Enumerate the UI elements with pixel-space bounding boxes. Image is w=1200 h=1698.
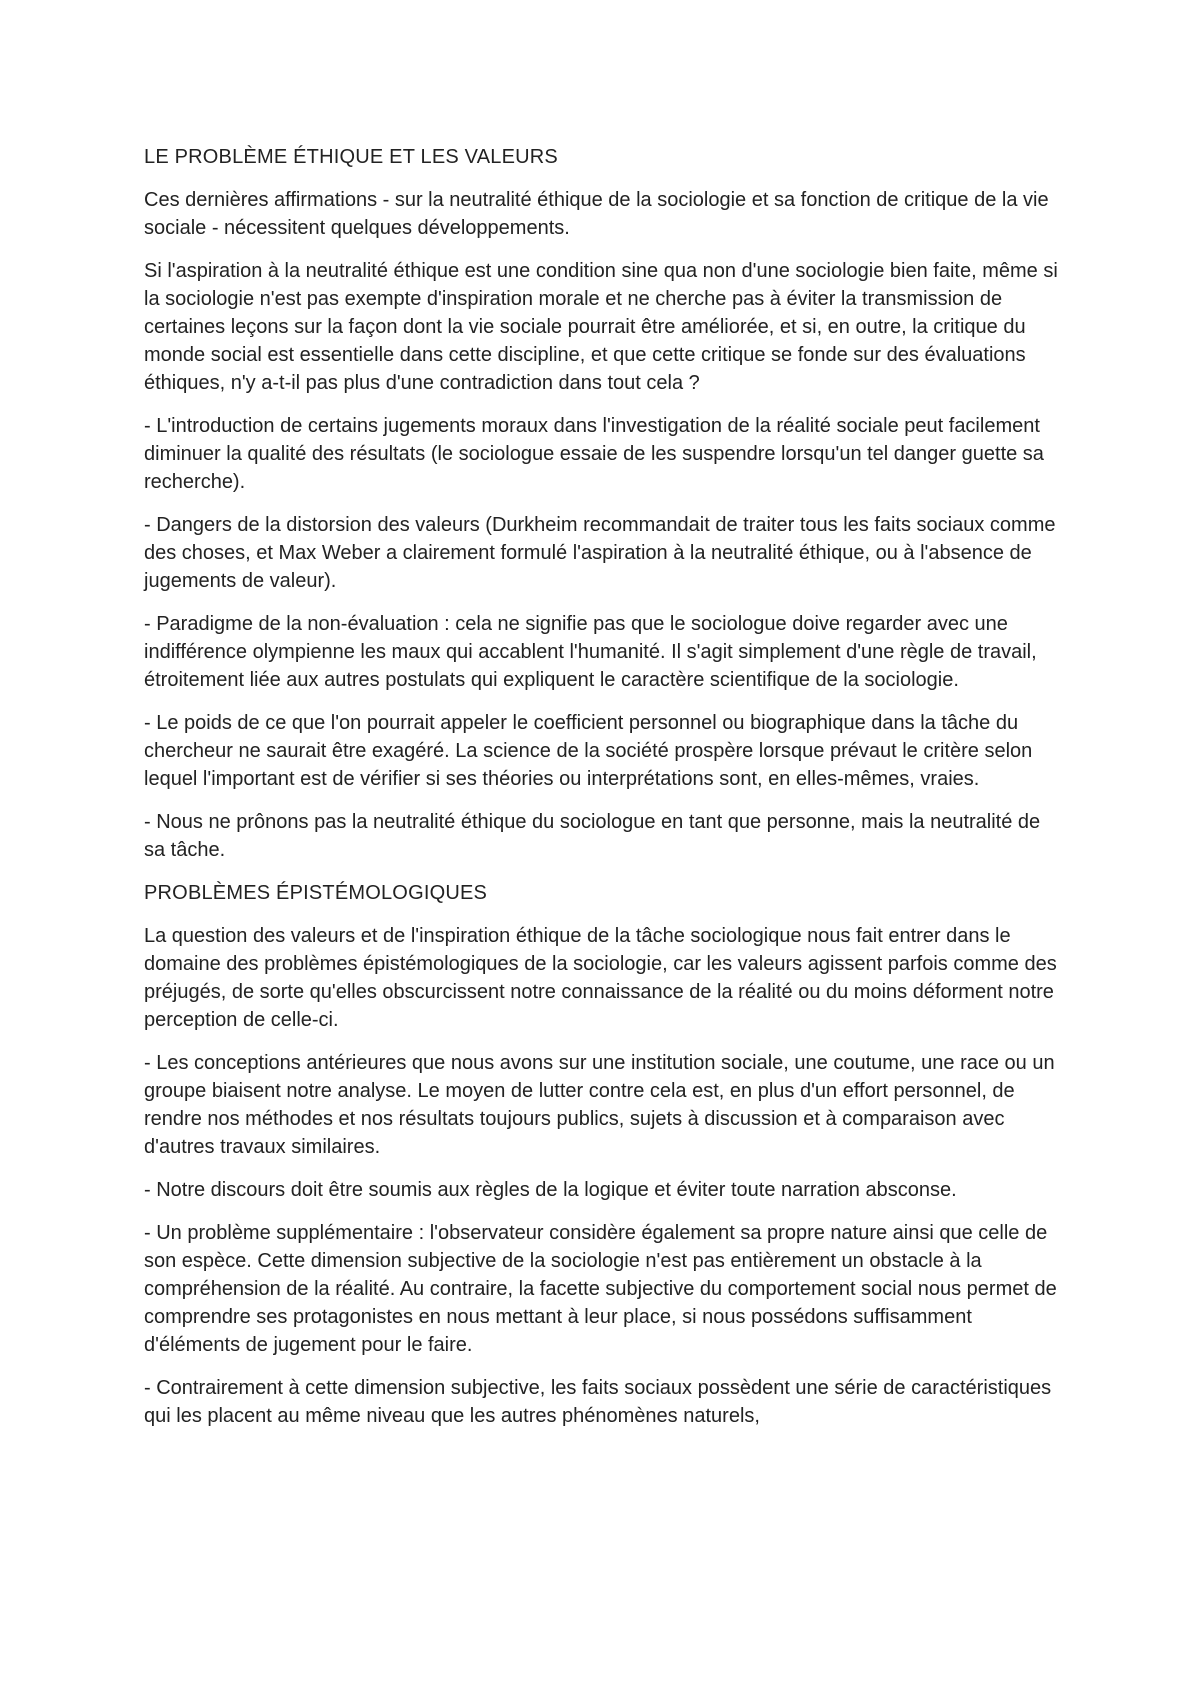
paragraph: La question des valeurs et de l'inspiration éthique de la tâche sociologique nous fait entrer dans le domaine des problèmes épistémologiques de la sociologie, car les valeurs agissent parfois comme des préjugés, de sorte qu'elles obscurcissent notre connaissance de la réalité ou du moins déforment notre perception de celle-ci.: [144, 925, 1057, 1031]
paragraph: - Un problème supplémentaire : l'observateur considère également sa propre nature ainsi que celle de son espèce. Cette dimension subjective de la sociologie n'est pas entièrement un obstacle à la compréhension de la réalité. Au contraire, la facette subjective du comportement social nous permet de comprendre ses protagonistes en nous mettant à leur place, si nous possédons suffisamment d'éléments de jugement pour le faire.: [144, 1222, 1057, 1356]
paragraph: Ces dernières affirmations - sur la neutralité éthique de la sociologie et sa fonction de critique de la vie sociale - nécessitent quelques développements.: [144, 189, 1049, 239]
section-heading-ethics: LE PROBLÈME ÉTHIQUE ET LES VALEURS: [144, 146, 558, 168]
paragraph: - Nous ne prônons pas la neutralité éthique du sociologue en tant que personne, mais la neutralité de sa tâche.: [144, 811, 1041, 861]
paragraph: - Dangers de la distorsion des valeurs (Durkheim recommandait de traiter tous les faits sociaux comme des choses, et Max Weber a clairement formulé l'aspiration à la neutralité éthique, ou à l'absence de jugements de valeur).: [144, 514, 1056, 592]
paragraph: - L'introduction de certains jugements moraux dans l'investigation de la réalité sociale peut facilement diminuer la qualité des résultats (le sociologue essaie de les suspendre lorsqu'un tel danger guette sa recherche).: [144, 415, 1044, 493]
paragraph: - Le poids de ce que l'on pourrait appeler le coefficient personnel ou biographique dans la tâche du chercheur ne saurait être exagéré. La science de la société prospère lorsque prévaut le critère selon lequel l'important est de vérifier si ses théories ou interprétations sont, en elles-mêmes, vraies.: [144, 712, 1033, 790]
paragraph: Si l'aspiration à la neutralité éthique est une condition sine qua non d'une sociologie bien faite, même si la sociologie n'est pas exempte d'inspiration morale et ne cherche pas à éviter la transmission de certaines leçons sur la façon dont la vie sociale pourrait être améliorée, et si, en outre, la critique du monde social est essentielle dans cette discipline, et que cette critique se fonde sur des évaluations éthiques, n'y a-t-il pas plus d'une contradiction dans tout cela ?: [144, 260, 1058, 394]
paragraph: - Contrairement à cette dimension subjective, les faits sociaux possèdent une série de caractéristiques qui les placent au même niveau que les autres phénomènes naturels,: [144, 1377, 1052, 1427]
paragraph: - Les conceptions antérieures que nous avons sur une institution sociale, une coutume, une race ou un groupe biaisent notre analyse. Le moyen de lutter contre cela est, en plus d'un effort personnel, de rendre nos méthodes et nos résultats toujours publics, sujets à discussion et à comparaison avec d'autres travaux similaires.: [144, 1052, 1055, 1158]
document-body: [144, 143, 1064, 1445]
section-heading-epistemology: PROBLÈMES ÉPISTÉMOLOGIQUES: [144, 882, 488, 904]
paragraph: - Notre discours doit être soumis aux règles de la logique et éviter toute narration absconse.: [144, 1179, 957, 1201]
paragraph: - Paradigme de la non-évaluation : cela ne signifie pas que le sociologue doive regarder avec une indifférence olympienne les maux qui accablent l'humanité. Il s'agit simplement d'une règle de travail, étroitement liée aux autres postulats qui expliquent le caractère scientifique de la sociologie.: [144, 613, 1037, 691]
